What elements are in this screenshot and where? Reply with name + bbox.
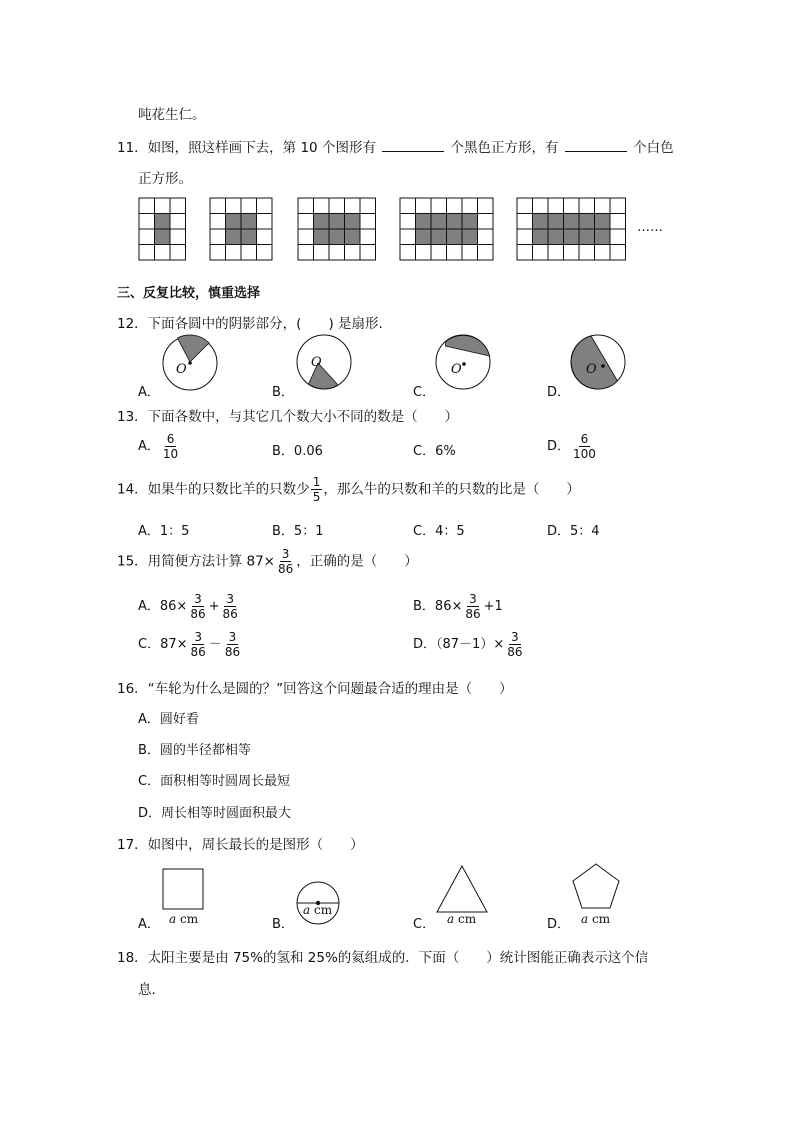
q15-option-d[interactable]: D．（87－1）× $\frac{3}{86}$ [413, 630, 523, 659]
q14-option-b[interactable]: B．5：1 [272, 524, 324, 539]
q13-text: 13．下面各数中，与其它几个数大小不同的数是（ ） [117, 409, 459, 425]
q17-option-a[interactable]: A． [138, 917, 160, 932]
q16-option-b[interactable]: B．圆的半径都相等 [138, 743, 251, 758]
q16-text: 16．“车轮为什么是圆的？”回答这个问题最合适的理由是（ ） [117, 681, 513, 697]
q15-expr: 87× [246, 553, 275, 570]
q15-option-b[interactable]: B．86× $\frac{3}{86}$ +1 [413, 592, 503, 621]
q17-square [163, 869, 203, 909]
q11-text-3: 个白色 [633, 140, 674, 156]
q10-tail: 吨花生仁。 [138, 107, 206, 123]
q14-text-1: 14．如果牛的只数比羊的只数少 [117, 481, 310, 498]
q14-fraction: $\frac{1}{5}$ [312, 475, 321, 504]
q17-pentagon [573, 864, 619, 908]
q15-fraction: $\frac{3}{86}$ [277, 547, 294, 576]
q15-option-a[interactable]: A．86× $\frac{3}{86}$ + $\frac{3}{86}$ [138, 592, 238, 621]
q12-option-d[interactable]: D． [547, 385, 571, 400]
q14-option-c[interactable]: C．4：5 [413, 524, 465, 539]
q11-ellipsis: …… [637, 220, 663, 235]
q12-label-o-d: O [586, 362, 597, 377]
q18-line2: 息． [138, 982, 165, 998]
q15-text-2: ，正确的是（ ） [296, 553, 418, 570]
q11-text-1: 11．如图，照这样画下去，第 10 个图形有 [117, 140, 376, 156]
q17-label-b: a cm [303, 903, 333, 917]
q16-option-c[interactable]: C．面积相等时圆周长最短 [138, 774, 291, 789]
q17-option-d[interactable]: D． [547, 917, 571, 932]
q14-option-a[interactable]: A．1：5 [138, 524, 190, 539]
q12-label-o-c: O [451, 362, 462, 377]
q16-option-d[interactable]: D．周长相等时圆面积最大 [138, 806, 292, 821]
q17-triangle [437, 866, 487, 912]
q13-option-b[interactable]: B．0.06 [272, 444, 323, 459]
q13-option-c[interactable]: C．6% [413, 444, 456, 459]
q17-label-a: a cm [169, 912, 199, 926]
q12-option-b[interactable]: B． [272, 385, 294, 400]
q17-text: 17．如图中，周长最长的是图形（ ） [117, 837, 364, 853]
q13-option-d-label: D． [547, 439, 571, 454]
q17-label-c: a cm [447, 912, 477, 926]
q12-text: 12．下面各圆中的阴影部分，( ) 是扇形. [117, 316, 383, 332]
q16-option-a[interactable]: A．圆好看 [138, 712, 199, 727]
q15-text-1: 15．用简便方法计算 [117, 553, 243, 570]
q14-option-d[interactable]: D．5：4 [547, 524, 600, 539]
q14-text-2: ，那么牛的只数和羊的只数的比是（ ） [323, 481, 580, 498]
q13-fraction-d: $\frac{6}{100}$ [573, 432, 596, 461]
q11-line2: 正方形。 [138, 171, 192, 187]
q17-label-d: a cm [581, 912, 611, 926]
q17-option-b[interactable]: B． [272, 917, 294, 932]
q13-fraction-a: $\frac{6}{10}$ [162, 432, 179, 461]
q15-option-c[interactable]: C．87× $\frac{3}{86}$ － $\frac{3}{86}$ [138, 630, 241, 659]
section-3-heading: 三、反复比较，慎重选择 [117, 286, 261, 301]
q12-option-c[interactable]: C． [413, 385, 436, 400]
q11-text-2: 个黑色正方形，有 [450, 140, 559, 156]
q12-label-o-b: O [311, 355, 322, 370]
q13-option-a-label: A． [138, 439, 160, 454]
q12-option-a[interactable]: A． [138, 385, 160, 400]
q12-label-o-a: O [176, 362, 187, 377]
q18-line1: 18．太阳主要是由 75%的氢和 25%的氦组成的．下面（ ）统计图能正确表示这个信 [117, 950, 649, 966]
q17-option-c[interactable]: C． [413, 917, 436, 932]
